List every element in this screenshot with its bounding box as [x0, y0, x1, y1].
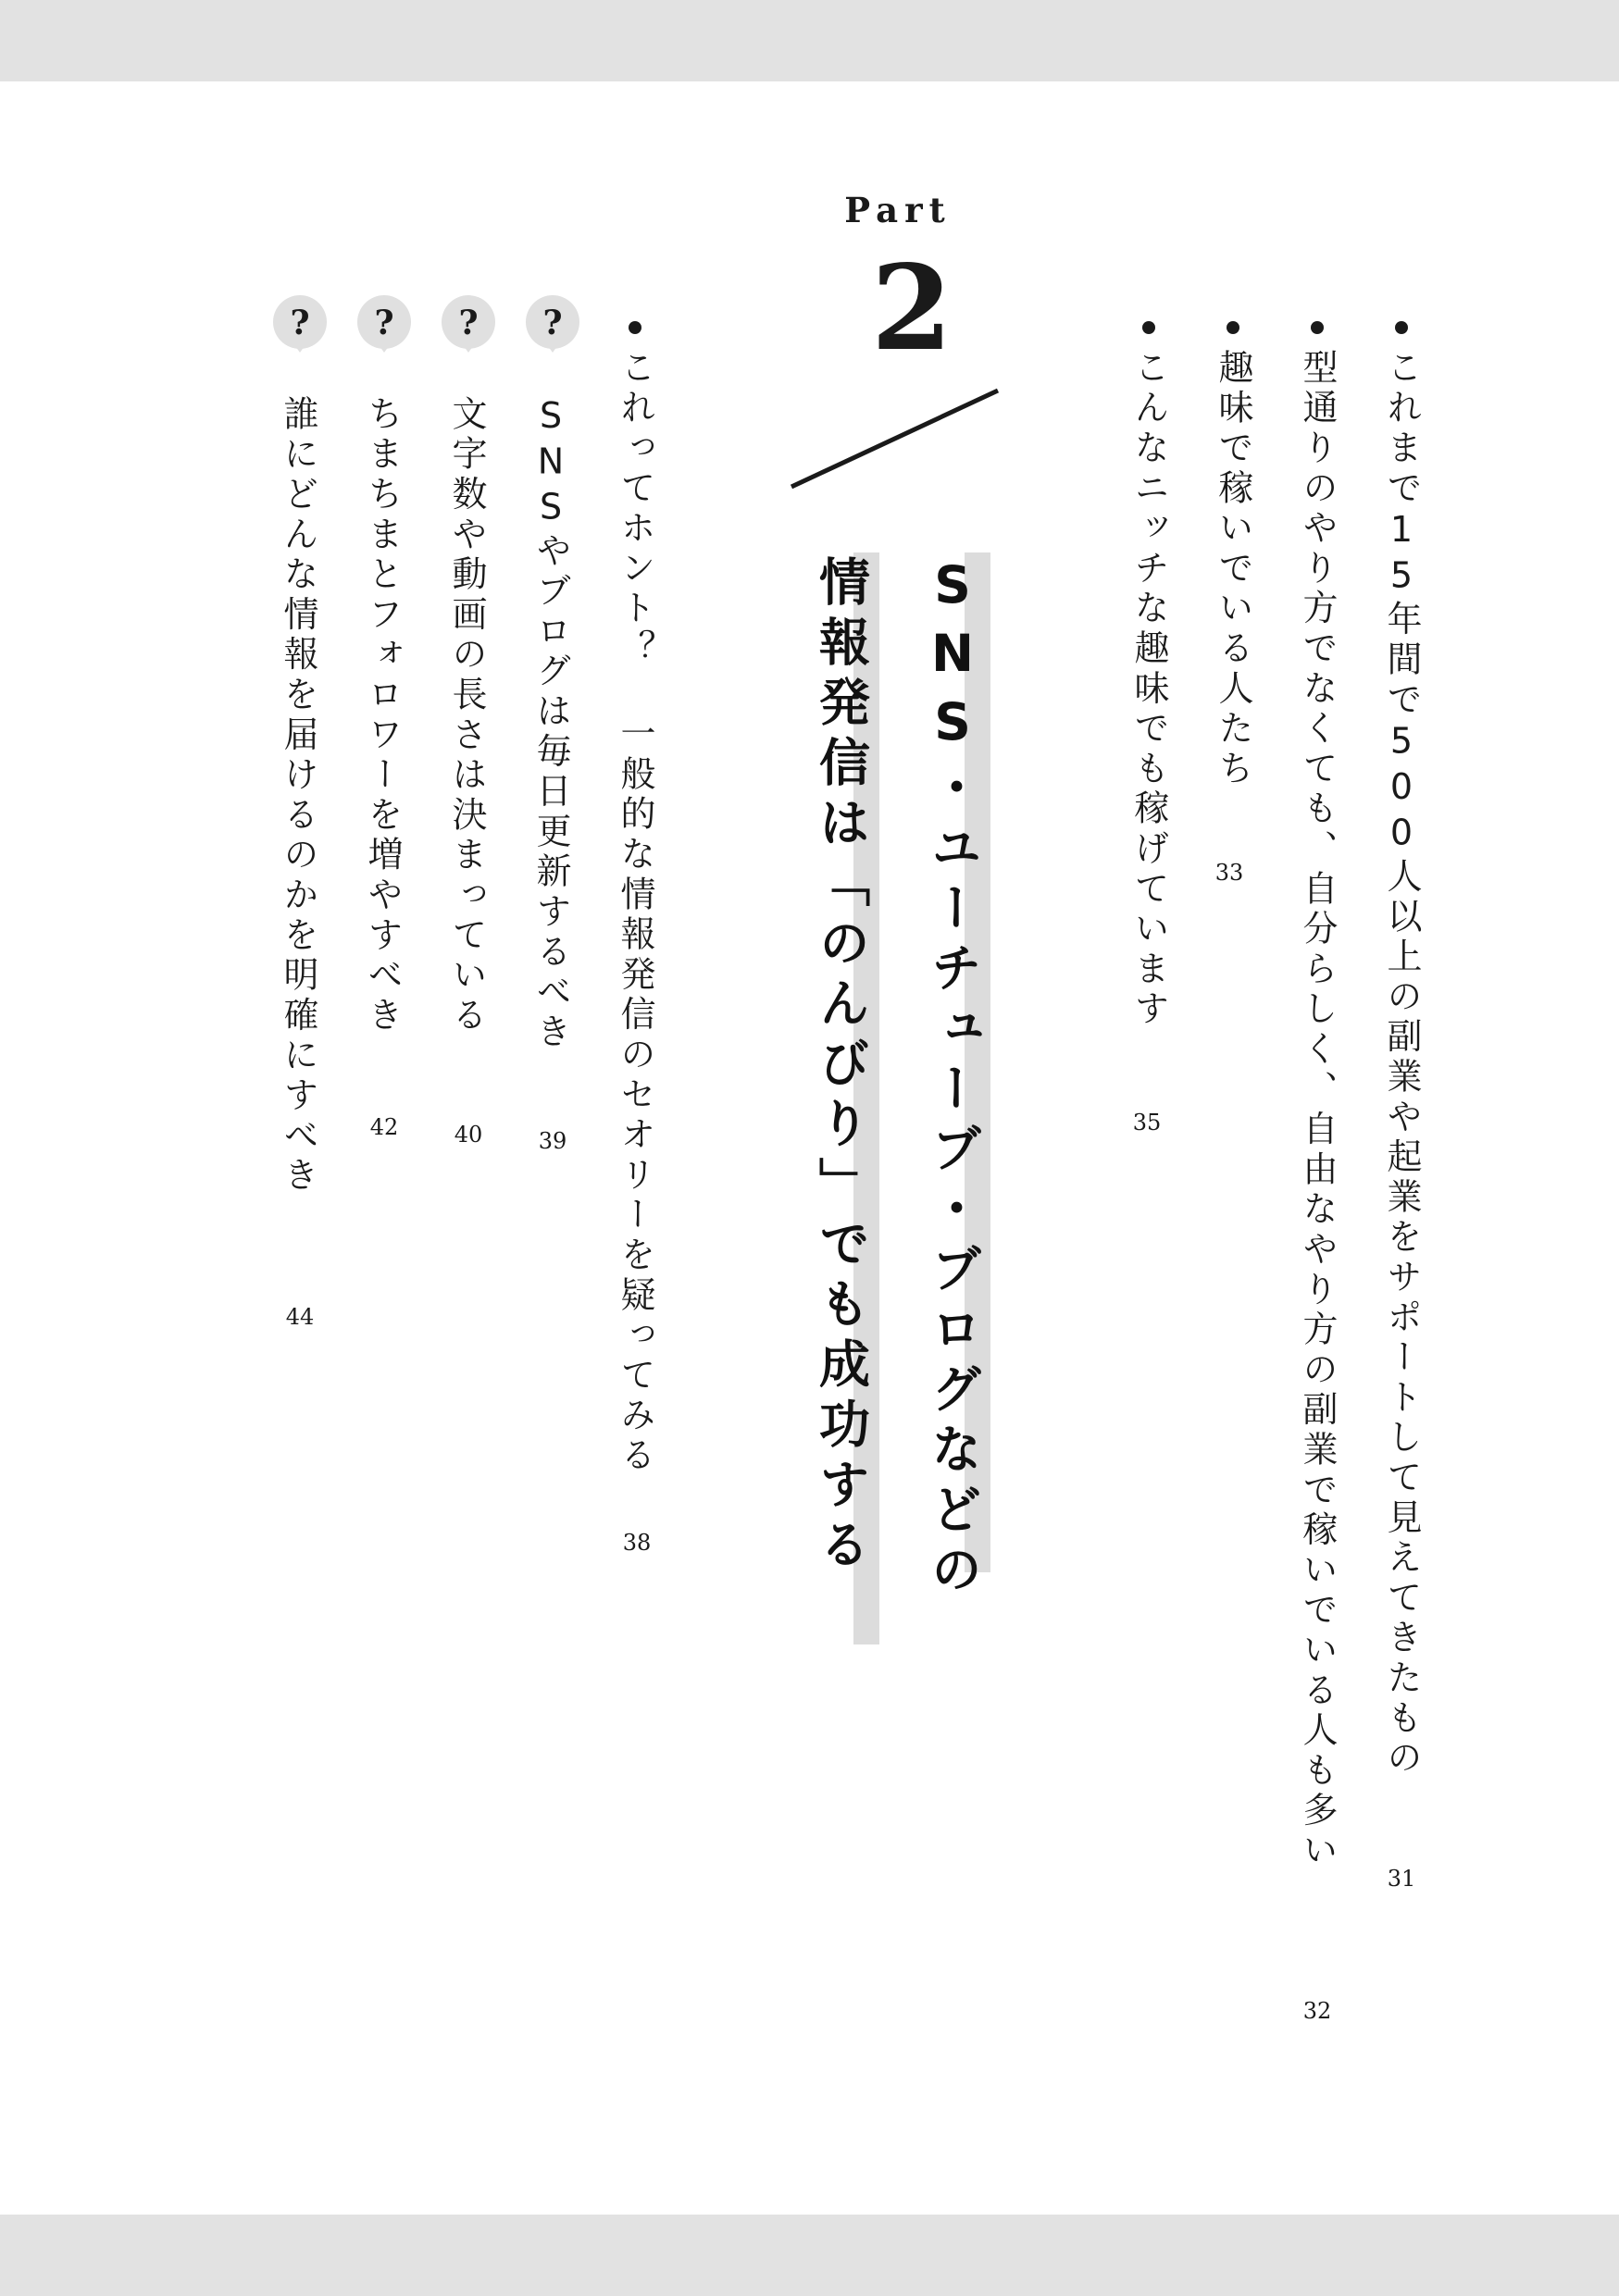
toc-entry-2[interactable]: 型通りのやり方でなくても、自分らしく、自由なやり方の副業で稼いでいる人も多い	[1297, 349, 1338, 1872]
toc-entry-5[interactable]: これってホント？ 一般的な情報発信のセオリーを疑ってみる	[615, 349, 655, 1477]
toc-entry-1[interactable]: これまで15年間で500人以上の副業や起業をサポートして見えてきたもの	[1381, 349, 1422, 1780]
svg-text:?: ?	[374, 304, 394, 342]
toc-entry-7[interactable]: 文字数や動画の長さは決まっている	[446, 395, 487, 1036]
svg-text:?: ?	[542, 304, 563, 342]
page-number-6: 39	[538, 1128, 567, 1154]
bullet-dot-icon	[1227, 321, 1239, 334]
chapter-title-line-2: 情報発信は「のんびり」でも成功する	[811, 555, 870, 1578]
page-number-5: 38	[622, 1530, 652, 1556]
svg-text:?: ?	[290, 304, 310, 342]
toc-entry-8[interactable]: ちまちまとフォロワーを増やすべき	[362, 395, 403, 1036]
page-number-4: 35	[1132, 1110, 1162, 1136]
svg-text:?: ?	[458, 304, 479, 342]
bullet-dot-icon	[1311, 321, 1324, 334]
question-bubble-icon	[437, 294, 500, 354]
part-number: 2	[871, 240, 953, 377]
toc-entry-9[interactable]: 誰にどんな情報を届けるのかを明確にすべき	[278, 395, 318, 1197]
page-number-8: 42	[369, 1114, 399, 1140]
page-number-2: 32	[1302, 1998, 1332, 2024]
page-number-9: 44	[285, 1304, 315, 1330]
toc-entry-6[interactable]: SNSやブログは毎日更新するべき	[530, 395, 571, 1053]
toc-entry-3[interactable]: 趣味で稼いでいる人たち	[1213, 349, 1253, 790]
toc-entry-4[interactable]: こんなニッチな趣味でも稼げています	[1128, 349, 1169, 1031]
question-bubble-icon	[353, 294, 416, 354]
question-bubble-icon	[521, 294, 584, 354]
page-number-3: 33	[1214, 860, 1244, 886]
chapter-title-line-1: SNS・ユーチューブ・ブログなどの	[923, 555, 982, 1603]
page-number-1: 31	[1387, 1866, 1416, 1892]
part-label: Part	[844, 190, 952, 230]
page-number-7: 40	[454, 1122, 483, 1148]
question-bubble-icon	[268, 294, 331, 354]
bullet-dot-icon	[629, 321, 641, 334]
bullet-dot-icon	[1142, 321, 1155, 334]
bullet-dot-icon	[1395, 321, 1408, 334]
